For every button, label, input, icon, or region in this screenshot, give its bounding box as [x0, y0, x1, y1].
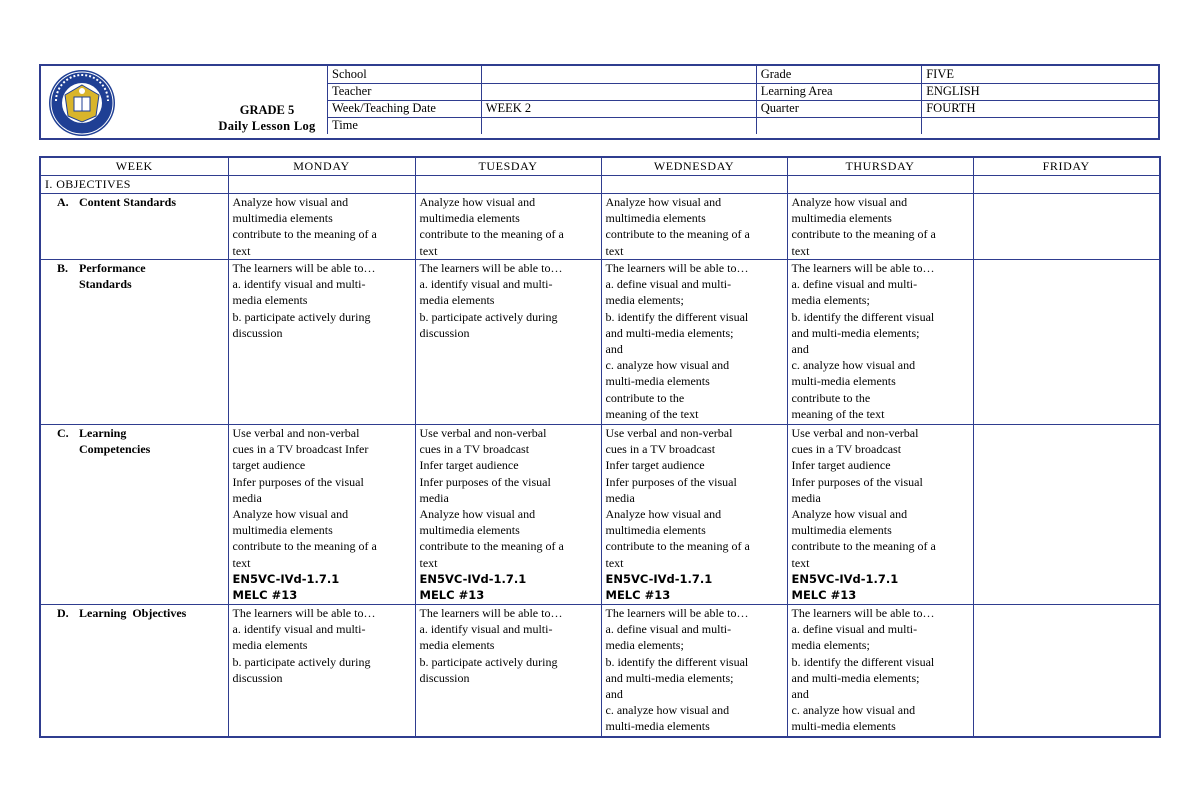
row-label-text: Performance	[79, 261, 146, 275]
cell-line: and multi-media elements;	[791, 325, 920, 340]
cell-line: and	[791, 687, 809, 702]
cell-line: meaning of the text	[605, 406, 699, 421]
cell-line: c. analyze how visual and	[791, 358, 916, 373]
cell-line: and	[605, 687, 623, 702]
empty-cell	[415, 176, 601, 194]
cell-line: and multi-media elements;	[791, 670, 920, 685]
cell-line: The learners will be able to…	[791, 606, 935, 620]
monday-cell	[228, 605, 415, 737]
row-performance-standards	[40, 260, 1160, 425]
monday-cell	[228, 425, 415, 605]
empty-cell	[973, 176, 1160, 194]
cell-line: Analyze how visual and	[605, 507, 722, 522]
competency-code: EN5VC-IVd-1.7.1	[419, 571, 527, 586]
info-label: School	[328, 66, 482, 83]
cell-line: Infer target audience	[419, 458, 519, 473]
cell-line: c. analyze how visual and	[791, 703, 916, 718]
info-table	[327, 66, 1158, 134]
cell-line: a. identify visual and multi-	[232, 622, 366, 637]
cell-line: The learners will be able to…	[419, 261, 563, 275]
cell-line: Use verbal and non-verbal	[605, 426, 733, 440]
cell-line: Analyze how visual and	[605, 195, 722, 209]
row-label	[40, 425, 228, 605]
cell-line: text	[419, 243, 438, 258]
empty-cell	[787, 176, 973, 194]
cell-line: b. identify the different visual	[605, 309, 749, 324]
cell-line: contribute to the meaning of a	[791, 539, 936, 554]
cell-line: media elements	[419, 638, 495, 653]
cell-line: The learners will be able to…	[605, 261, 749, 275]
cell-line: b. participate actively during	[419, 654, 558, 669]
cell-line: a. identify visual and multi-	[419, 277, 553, 292]
info-label: Teacher	[328, 83, 482, 100]
column-header-thursday: THURSDAY	[787, 157, 973, 176]
cell-line: Use verbal and non-verbal	[419, 426, 547, 440]
info-value	[922, 117, 1158, 134]
row-learning-competencies	[40, 425, 1160, 605]
competency-code: EN5VC-IVd-1.7.1	[605, 571, 713, 586]
cell-line: media elements;	[791, 293, 870, 308]
friday-cell	[973, 260, 1160, 425]
friday-cell	[973, 605, 1160, 737]
wednesday-cell	[601, 194, 787, 260]
cell-line: Infer purposes of the visual	[232, 474, 364, 489]
info-label: Grade	[756, 66, 922, 83]
wednesday-cell	[601, 425, 787, 605]
cell-line: multimedia elements	[232, 211, 333, 226]
cell-line: Analyze how visual and	[791, 195, 908, 209]
cell-line: media elements;	[605, 638, 684, 653]
cell-line: The learners will be able to…	[605, 606, 749, 620]
cell-line: Analyze how visual and	[791, 507, 908, 522]
cell-line: a. define visual and multi-	[791, 277, 918, 292]
cell-line: contribute to the meaning of a	[605, 539, 750, 554]
cell-line: media elements	[419, 293, 495, 308]
cell-line: and multi-media elements;	[605, 325, 734, 340]
cell-line: media	[419, 490, 449, 505]
cell-line: meaning of the text	[791, 406, 885, 421]
wednesday-cell	[601, 605, 787, 737]
cell-line: text	[791, 555, 810, 570]
cell-line: contribute to the meaning of a	[605, 227, 750, 242]
row-letter: A.	[57, 195, 69, 209]
competency-code: EN5VC-IVd-1.7.1	[791, 571, 899, 586]
cell-line: Infer target audience	[791, 458, 891, 473]
info-row	[328, 66, 1159, 83]
row-label	[40, 605, 228, 737]
row-label	[40, 194, 228, 260]
cell-line: text	[791, 243, 810, 258]
header-block	[39, 64, 1160, 140]
cell-line: media elements;	[605, 293, 684, 308]
info-label	[756, 117, 922, 134]
wednesday-cell	[601, 260, 787, 425]
cell-line: multimedia elements	[419, 211, 520, 226]
cell-line: a. define visual and multi-	[605, 277, 732, 292]
competency-code: EN5VC-IVd-1.7.1	[232, 571, 340, 586]
info-value: FOURTH	[922, 100, 1158, 117]
thursday-cell	[787, 260, 973, 425]
cell-line: cues in a TV broadcast Infer	[232, 442, 369, 457]
section-title: I. OBJECTIVES	[40, 176, 228, 194]
thursday-cell	[787, 605, 973, 737]
cell-line: multi-media elements	[791, 719, 896, 734]
cell-line: media elements	[232, 638, 308, 653]
cell-line: multi-media elements	[605, 719, 710, 734]
cell-line: Analyze how visual and	[232, 507, 349, 522]
lesson-log-table	[39, 156, 1161, 738]
cell-line: The learners will be able to…	[419, 606, 563, 620]
melc-number: MELC #13	[419, 587, 485, 602]
cell-line: b. identify the different visual	[791, 654, 935, 669]
log-title: Daily Lesson Log	[218, 119, 316, 133]
cell-line: contribute to the meaning of a	[419, 539, 564, 554]
info-label: Quarter	[756, 100, 922, 117]
cell-line: multimedia elements	[232, 523, 333, 538]
cell-line: Use verbal and non-verbal	[232, 426, 360, 440]
monday-cell	[228, 260, 415, 425]
cell-line: Use verbal and non-verbal	[791, 426, 919, 440]
cell-line: multimedia elements	[791, 211, 892, 226]
row-label-text: Learning Objectives	[79, 606, 187, 620]
column-header-week: WEEK	[40, 157, 228, 176]
cell-line: The learners will be able to…	[232, 606, 376, 620]
info-value: ENGLISH	[922, 83, 1158, 100]
row-label-text: Learning	[79, 426, 127, 440]
cell-line: cues in a TV broadcast	[791, 442, 902, 457]
cell-line: text	[605, 243, 624, 258]
deped-seal-logo	[44, 68, 120, 138]
empty-cell	[228, 176, 415, 194]
cell-line: and	[791, 342, 809, 357]
cell-line: contribute to the meaning of a	[232, 539, 377, 554]
cell-line: discussion	[419, 670, 470, 685]
cell-line: multimedia elements	[791, 523, 892, 538]
column-header-friday: FRIDAY	[973, 157, 1160, 176]
cell-line: contribute to the meaning of a	[419, 227, 564, 242]
cell-line: media elements	[232, 293, 308, 308]
grade-title: GRADE 5	[239, 103, 295, 117]
melc-number: MELC #13	[791, 587, 857, 602]
cell-line: text	[232, 243, 251, 258]
cell-line: b. participate actively during	[232, 654, 371, 669]
row-letter: C.	[57, 426, 69, 440]
row-label-text: Competencies	[79, 442, 151, 457]
cell-line: c. analyze how visual and	[605, 358, 730, 373]
cell-line: media	[791, 490, 821, 505]
friday-cell	[973, 425, 1160, 605]
cell-line: cues in a TV broadcast	[605, 442, 716, 457]
row-learning-objectives	[40, 605, 1160, 737]
cell-line: discussion	[232, 670, 283, 685]
info-value	[481, 117, 756, 134]
cell-line: Infer purposes of the visual	[605, 474, 737, 489]
cell-line: multimedia elements	[605, 211, 706, 226]
thursday-cell	[787, 194, 973, 260]
info-row	[328, 100, 1159, 117]
cell-line: media	[232, 490, 262, 505]
friday-cell	[973, 194, 1160, 260]
row-content-standards	[40, 194, 1160, 260]
tuesday-cell	[415, 194, 601, 260]
cell-line: discussion	[419, 325, 470, 340]
info-value	[481, 66, 756, 83]
cell-line: a. define visual and multi-	[791, 622, 918, 637]
tuesday-cell	[415, 260, 601, 425]
table-header-row	[40, 157, 1160, 176]
info-value	[481, 83, 756, 100]
tuesday-cell	[415, 425, 601, 605]
cell-line: b. identify the different visual	[605, 654, 749, 669]
row-letter: B.	[57, 261, 69, 275]
row-label-text: Standards	[79, 277, 132, 292]
cell-line: multi-media elements	[605, 374, 710, 389]
info-label: Time	[328, 117, 482, 134]
cell-line: b. participate actively during	[419, 309, 558, 324]
melc-number: MELC #13	[605, 587, 671, 602]
cell-line: Analyze how visual and	[419, 507, 536, 522]
cell-line: contribute to the	[605, 390, 685, 405]
row-letter: D.	[57, 606, 69, 620]
cell-line: contribute to the	[791, 390, 871, 405]
cell-line: contribute to the meaning of a	[232, 227, 377, 242]
cell-line: The learners will be able to…	[232, 261, 376, 275]
cell-line: target audience	[232, 458, 306, 473]
melc-number: MELC #13	[232, 587, 298, 602]
empty-cell	[601, 176, 787, 194]
grade-title-block	[207, 102, 327, 134]
info-value: FIVE	[922, 66, 1158, 83]
cell-line: and	[605, 342, 623, 357]
tuesday-cell	[415, 605, 601, 737]
info-row	[328, 117, 1159, 134]
cell-line: cues in a TV broadcast	[419, 442, 530, 457]
cell-line: Infer target audience	[605, 458, 705, 473]
column-header-monday: MONDAY	[228, 157, 415, 176]
monday-cell	[228, 194, 415, 260]
cell-line: a. identify visual and multi-	[232, 277, 366, 292]
row-label	[40, 260, 228, 425]
cell-line: text	[232, 555, 251, 570]
cell-line: text	[419, 555, 438, 570]
cell-line: Analyze how visual and	[419, 195, 536, 209]
column-header-tuesday: TUESDAY	[415, 157, 601, 176]
cell-line: and multi-media elements;	[605, 670, 734, 685]
cell-line: a. identify visual and multi-	[419, 622, 553, 637]
cell-line: c. analyze how visual and	[605, 703, 730, 718]
cell-line: Analyze how visual and	[232, 195, 349, 209]
info-label: Learning Area	[756, 83, 922, 100]
column-header-wednesday: WEDNESDAY	[601, 157, 787, 176]
cell-line: multimedia elements	[605, 523, 706, 538]
cell-line: discussion	[232, 325, 283, 340]
cell-line: The learners will be able to…	[791, 261, 935, 275]
cell-line: text	[605, 555, 624, 570]
info-label: Week/Teaching Date	[328, 100, 482, 117]
cell-line: multimedia elements	[419, 523, 520, 538]
cell-line: media	[605, 490, 635, 505]
cell-line: contribute to the meaning of a	[791, 227, 936, 242]
cell-line: b. identify the different visual	[791, 309, 935, 324]
cell-line: media elements;	[791, 638, 870, 653]
info-row	[328, 83, 1159, 100]
section-row-objectives	[40, 176, 1160, 194]
cell-line: multi-media elements	[791, 374, 896, 389]
cell-line: a. define visual and multi-	[605, 622, 732, 637]
row-label-text: Content Standards	[79, 195, 177, 209]
cell-line: b. participate actively during	[232, 309, 371, 324]
cell-line: Infer purposes of the visual	[419, 474, 551, 489]
info-value: WEEK 2	[481, 100, 756, 117]
thursday-cell	[787, 425, 973, 605]
cell-line: Infer purposes of the visual	[791, 474, 923, 489]
